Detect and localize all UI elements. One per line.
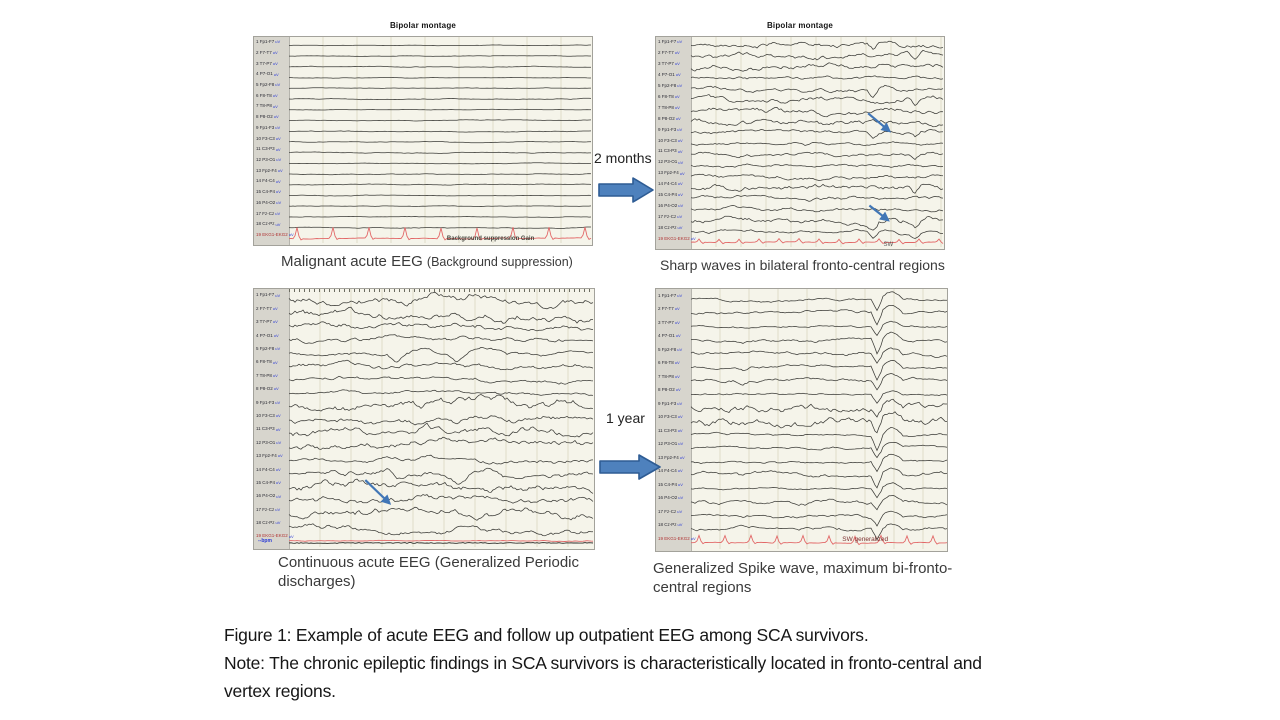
block-arrow-1-year [599, 453, 662, 481]
channel-label: 7 T8-P8 uV [256, 372, 278, 379]
channel-label: 15 C4-P4 uV [256, 479, 281, 486]
channel-label: 17 Fz-Cz uV [256, 210, 281, 216]
time-tick-ruler [289, 289, 594, 292]
channel-label: 1 Fp1-F7 uV [658, 292, 683, 298]
channel-label: 18 Cz-Pz uV [658, 224, 683, 231]
channel-label: 16 P4-O2 uV [658, 495, 684, 501]
channel-label: 4 P7-O1 uV [658, 71, 681, 78]
channel-label: 12 P3-O1 uV [256, 157, 282, 163]
channel-label: 9 Fp1-F3 uV [256, 124, 281, 131]
channel-label: 10 F3-C3 uV [256, 412, 281, 419]
panel-annotation-text: Background suppression Gain [446, 236, 535, 242]
flow-label-1-year: 1 year [606, 410, 645, 426]
channel-label: 17 Fz-Cz uV [256, 506, 281, 512]
channel-label: 12 P3-O1 uV [658, 441, 684, 447]
channel-label: 5 Fp2-F8 uV [256, 346, 281, 352]
panel-title-bipolar-montage-right: Bipolar montage [766, 21, 834, 30]
channel-label-column [254, 289, 294, 549]
channel-label: 11 C3-P3 uV [256, 426, 281, 432]
channel-label: 3 T7-P7 uV [658, 61, 680, 67]
channel-label: 9 Fp1-F3 uV [658, 126, 683, 132]
panel-annotation-text: SW [883, 242, 894, 248]
channel-label: 13 Fp2-F4 uV [256, 453, 283, 459]
channel-label: 4 P7-O1 uV [256, 71, 279, 77]
channel-label: 11 C3-P3 uV [658, 148, 683, 154]
channel-label: 7 T8-P8 uV [256, 103, 278, 109]
channel-label: 15 C4-P4 uV [658, 481, 683, 487]
channel-label-column [656, 37, 696, 249]
channel-label: 3 T7-P7 uV [256, 319, 278, 325]
channel-label-column [656, 289, 696, 551]
channel-label: 18 Cz-Pz uV [658, 522, 683, 528]
panel-title-bipolar-montage-left: Bipolar montage [389, 21, 457, 30]
channel-label: 4 P7-O1 uV [256, 332, 279, 338]
eeg-panel-continuous-acute [253, 288, 595, 550]
eeg-panel-spike-wave [655, 288, 948, 552]
channel-label: 6 F8-T8 uV [658, 360, 680, 366]
channel-label: 5 Fp2-F8 uV [658, 346, 683, 352]
channel-label: 6 F8-T8 uV [256, 359, 278, 365]
eeg-panel-malignant-acute [253, 36, 593, 246]
channel-label: 16 P4-O2 uV [658, 203, 684, 209]
panel-annotation-text: SW generalized [842, 535, 889, 543]
channel-label: 14 F4-C4 uV [256, 466, 281, 472]
channel-label: 2 F7-T7 uV [658, 306, 680, 312]
caption-top-left-paren: (Background suppression) [426, 255, 573, 269]
channel-label: 2 F7-T7 uV [658, 50, 680, 56]
caption-top-right: Sharp waves in bilateral fronto-central regions [660, 257, 945, 273]
channel-label: 11 C3-P3 uV [256, 146, 281, 152]
channel-label: 10 F3-C3 uV [658, 137, 683, 143]
caption-bottom-right: Generalized Spike wave, maximum bi-fronto-central regions [653, 560, 953, 596]
channel-label: 1 Fp1-F7 uV [658, 39, 683, 45]
channel-label: 17 Fz-Cz uV [658, 213, 683, 220]
channel-label: 19 EKG1-EKG2 uV [256, 533, 294, 539]
channel-label: 19 EKG1-EKG2 uV [658, 535, 696, 541]
channel-label: 12 P3-O1 uV [256, 439, 282, 445]
channel-label: 7 T8-P8 uV [658, 373, 680, 379]
channel-label: 3 T7-P7 uV [256, 60, 278, 66]
block-arrow-2-months [598, 176, 655, 204]
flow-label-2-months: 2 months [594, 150, 652, 166]
channel-label: 10 F3-C3 uV [256, 135, 281, 141]
channel-label: 4 P7-O1 uV [658, 333, 681, 339]
channel-label: 18 Cz-Pz uV [256, 221, 281, 227]
channel-label: 14 F4-C4 uV [658, 468, 683, 474]
channel-label: 19 EKG1-EKG2 uV [256, 232, 294, 238]
channel-label: 6 F8-T8 uV [256, 92, 278, 98]
channel-label: 8 P8-O2 uV [658, 387, 681, 393]
channel-label: 17 Fz-Cz uV [658, 508, 683, 514]
channel-label: 2 F7-T7 uV [256, 49, 278, 56]
channel-label: 11 C3-P3 uV [658, 427, 683, 433]
channel-label: 1 Fp1-F7 uV [256, 292, 281, 298]
channel-label: 16 P4-O2 uV [256, 199, 282, 206]
eeg-traces [691, 289, 947, 549]
caption-top-left [281, 253, 611, 272]
channel-label: 8 P8-O2 uV [658, 115, 681, 121]
channel-label: 10 F3-C3 uV [658, 414, 683, 420]
channel-label: 19 EKG1-EKG2 uV [658, 235, 696, 242]
figure-caption-note: Note: The chronic epileptic findings in SCA survivors is characteristically located in fronto-central and vertex regions. [224, 653, 982, 701]
eeg-traces [691, 37, 944, 247]
channel-label: 15 C4-P4 uV [256, 189, 281, 195]
channel-label-column [254, 37, 294, 245]
panel-annotation-text: --bpm [258, 538, 272, 544]
channel-label: 7 T8-P8 uV [658, 104, 680, 110]
channel-label: 13 Fp2-F4 uV [658, 454, 685, 460]
channel-label: 9 Fp1-F3 uV [256, 399, 281, 405]
channel-label: 9 Fp1-F3 uV [658, 400, 683, 406]
channel-label: 5 Fp2-F8 uV [658, 82, 683, 89]
channel-label: 16 P4-O2 uV [256, 493, 282, 499]
channel-label: 18 Cz-Pz uV [256, 520, 281, 526]
eeg-traces [289, 289, 594, 547]
figure-caption [224, 621, 1024, 705]
annotation-arrow [869, 206, 888, 221]
channel-label: 6 F8-T8 uV [658, 93, 680, 100]
channel-label: 13 Fp2-F4 uV [256, 167, 283, 173]
channel-label: 14 F4-C4 uV [658, 181, 683, 187]
channel-label: 8 P8-O2 uV [256, 386, 279, 392]
eeg-panel-sharp-waves [655, 36, 945, 250]
channel-label: 15 C4-P4 uV [658, 192, 683, 198]
caption-top-left-main: Malignant acute EEG [281, 253, 423, 270]
annotation-arrow [868, 113, 890, 131]
channel-label: 5 Fp2-F8 uV [256, 81, 281, 88]
channel-label: 14 F4-C4 uV [256, 178, 281, 184]
channel-label: 3 T7-P7 uV [658, 319, 680, 325]
channel-label: 12 P3-O1 uV [658, 159, 684, 165]
caption-bottom-left: Continuous acute EEG (Generalized Periodic discharges) [278, 554, 579, 590]
figure-caption-title: Figure 1: Example of acute EEG and follow up outpatient EEG among SCA survivors. [224, 625, 869, 645]
channel-label: 1 Fp1-F7 uV [256, 39, 281, 45]
eeg-traces [289, 37, 592, 243]
channel-label: 8 P8-O2 uV [256, 114, 279, 120]
channel-label: 2 F7-T7 uV [256, 305, 278, 312]
channel-label: 13 Fp2-F4 uV [658, 170, 685, 176]
